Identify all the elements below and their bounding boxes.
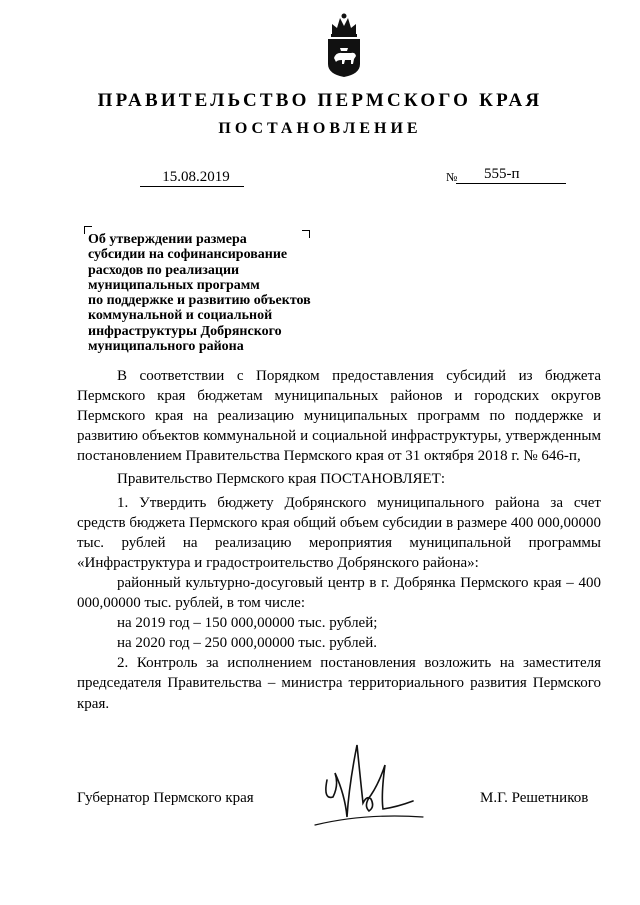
- organization-title: ПРАВИТЕЛЬСТВО ПЕРМСКОГО КРАЯ: [97, 90, 543, 111]
- subject-line: муниципального района: [88, 339, 244, 355]
- signer-title: Губернатор Пермского края: [77, 790, 254, 806]
- year-2019-paragraph: на 2019 год – 150 000,00000 тыс. рублей;: [117, 615, 378, 632]
- signer-name: М.Г. Решетников: [480, 790, 589, 806]
- subject-line: инфраструктуры Добрянского: [88, 323, 282, 339]
- subject-line: Об утверждении размера: [88, 232, 247, 247]
- item-1-paragraph: 1. Утвердить бюджету Добрянского муниципального района за счет средств бюджета Пермского края общий объем субсидии в размере 400 000,00000 тыс. рублей на реализацию мероприятия муниципальной программы «Инфраструктура и градостроительство Добрянского района»:: [77, 494, 601, 571]
- item-2-paragraph: 2. Контроль за исполнением постановления возложить на заместителя председателя Правительства – министра территориального развития Пермского края.: [77, 655, 601, 712]
- decree-paragraph: Правительство Пермского края ПОСТАНОВЛЯЕТ:: [117, 471, 446, 488]
- document-number: 555-п: [456, 166, 566, 184]
- subject-line: коммунальной и социальной: [88, 308, 273, 324]
- subject-line: расходов по реализации: [88, 262, 240, 278]
- subject-line: муниципальных программ: [88, 277, 260, 293]
- coat-of-arms-icon: [324, 12, 364, 78]
- handwritten-signature-icon: [305, 725, 425, 840]
- subject-line: по поддержке и развитию объектов: [88, 293, 311, 309]
- year-2020-paragraph: на 2020 год – 250 000,00000 тыс. рублей.: [117, 635, 377, 652]
- document-body: [77, 366, 601, 714]
- subject-line: субсидии на софинансирование: [88, 247, 288, 263]
- item-1-object-paragraph: районный культурно-досуговый центр в г. Добрянка Пермского края – 400 000,00000 тыс. рублей, в том числе:: [77, 574, 601, 612]
- preamble-paragraph: В соответствии с Порядком предоставления субсидий из бюджета Пермского края бюджетам муниципальных районов и городских округов Пермского края на реализацию муниципальных программ по поддержке и развитию объектов коммунальной и социальной инфраструктуры, утвержденным постановлением Правительства Пермского края от 31 октября 2018 г. № 646-п,: [77, 368, 601, 465]
- document-date: 15.08.2019: [140, 169, 244, 187]
- number-sign: №: [446, 170, 458, 184]
- document-type: ПОСТАНОВЛЕНИЕ: [218, 120, 422, 137]
- document-subject: [88, 232, 338, 354]
